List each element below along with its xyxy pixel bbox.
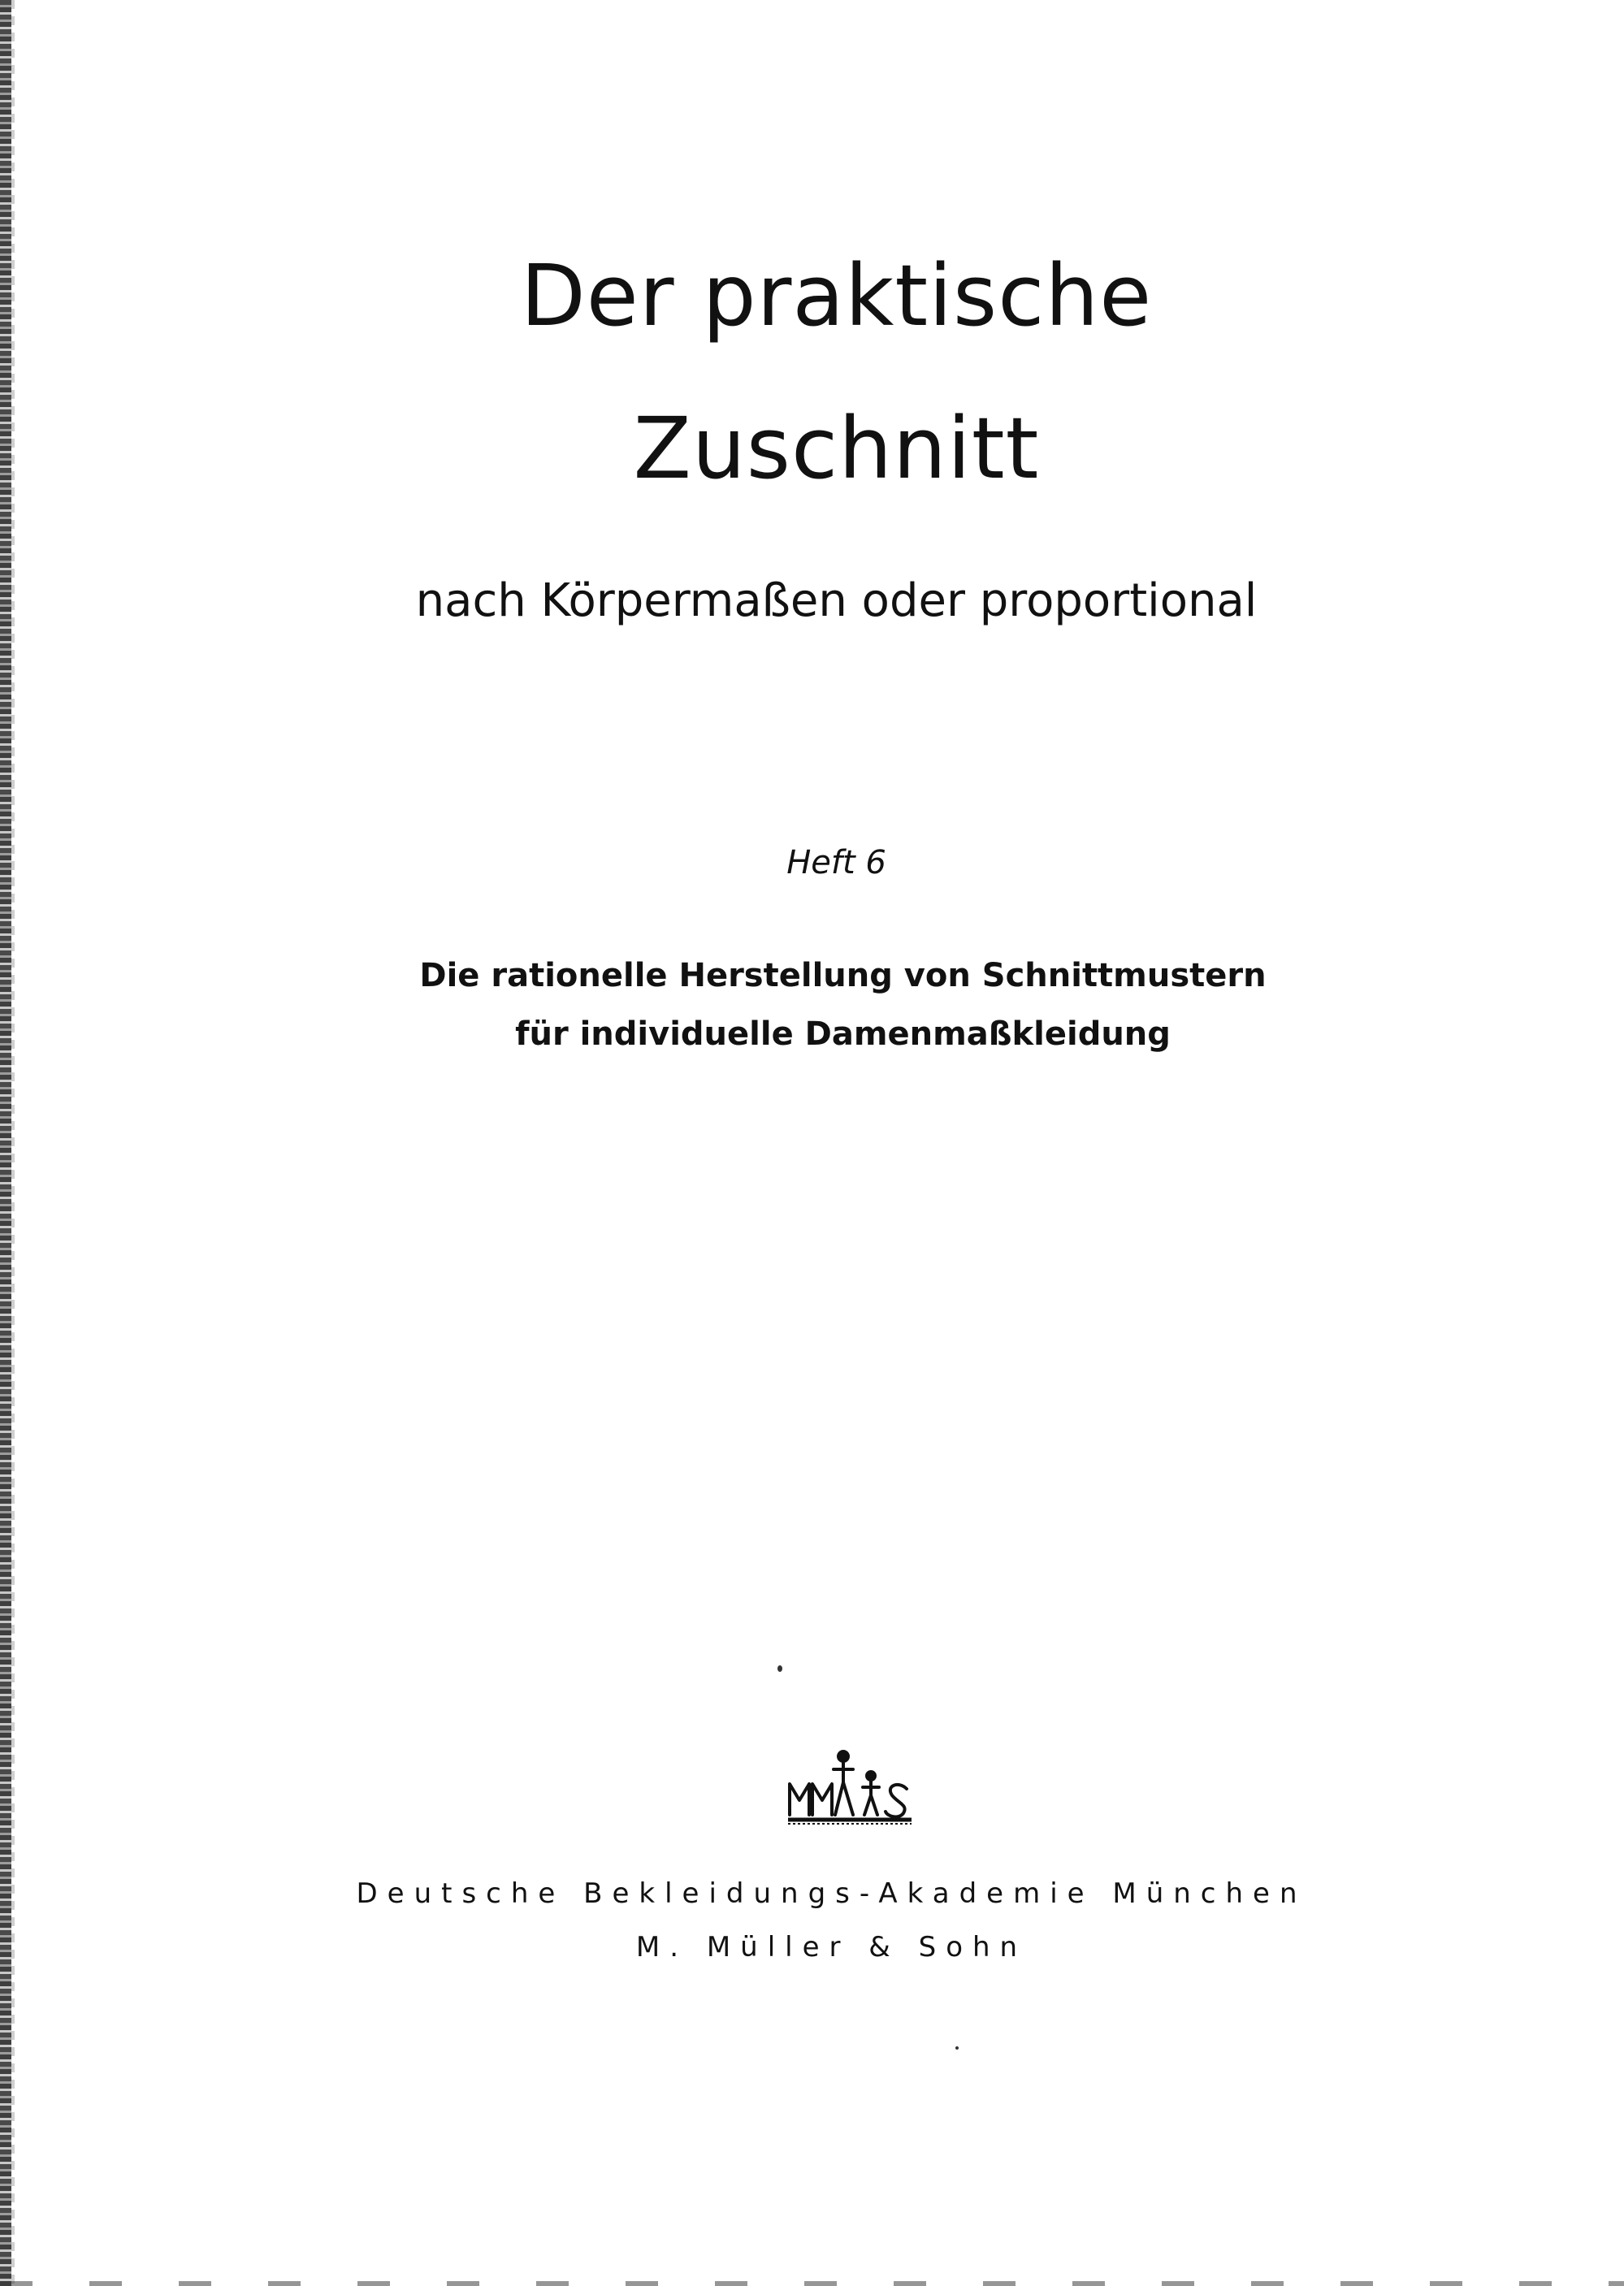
publisher bbox=[19, 1867, 1624, 1974]
scan-binding-shadow bbox=[11, 0, 15, 2286]
issue-number: Heft 6 bbox=[786, 844, 886, 881]
publisher-line-1: Deutsche Bekleidungs-Akademie München bbox=[356, 1877, 1307, 1910]
description-line-1: Die rationelle Herstellung von Schnittmustern bbox=[419, 957, 1267, 994]
subtitle: nach Körpermaßen oder proportional bbox=[415, 574, 1258, 627]
title-line-2: Zuschnitt bbox=[633, 399, 1040, 498]
description bbox=[31, 946, 1624, 1063]
scan-speck bbox=[955, 2046, 959, 2050]
scan-speck bbox=[777, 1665, 782, 1672]
publisher-emblem-icon bbox=[785, 1745, 915, 1826]
scan-bottom-edge bbox=[0, 2281, 1624, 2286]
scan-binding-edge bbox=[0, 0, 11, 2286]
title-line-1: Der praktische bbox=[520, 246, 1153, 345]
description-line-2: für individuelle Damenmaßkleidung bbox=[515, 1015, 1171, 1053]
publisher-line-2: M. Müller & Sohn bbox=[635, 1931, 1028, 1963]
